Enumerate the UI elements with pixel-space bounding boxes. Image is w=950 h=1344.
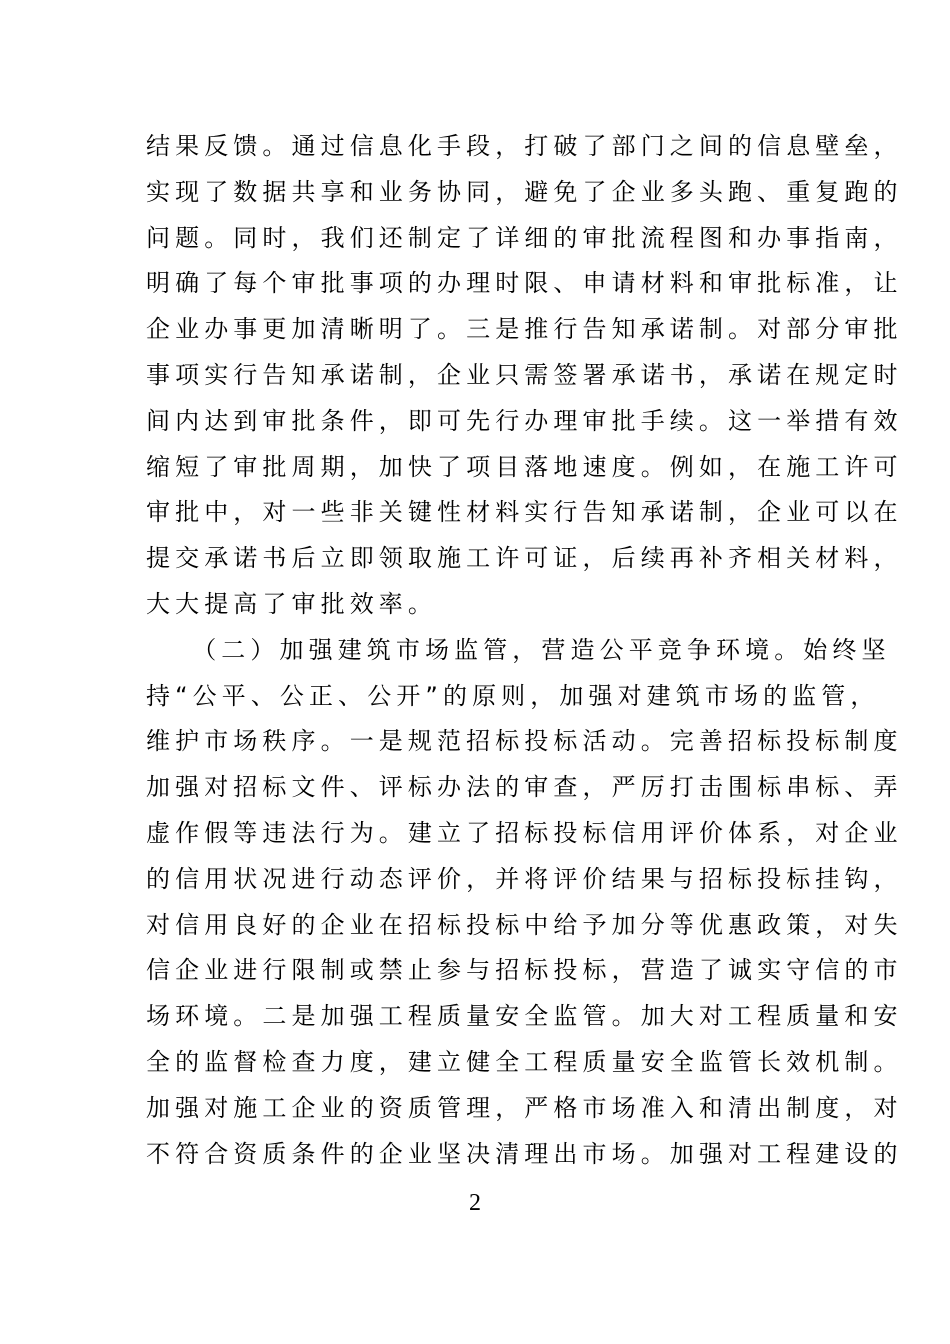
text-line: 问题。同时，我们还制定了详细的审批流程图和办事指南，	[146, 223, 903, 252]
text-line: 虚作假等违法行为。建立了招标投标信用评价体系，对企业	[146, 818, 903, 847]
text-line: 实现了数据共享和业务协同，避免了企业多头跑、重复跑的	[146, 177, 903, 206]
document-body	[146, 124, 903, 1177]
text-line: 全的监督检查力度，建立健全工程质量安全监管长效机制。	[146, 1047, 903, 1076]
text-line: 大大提高了审批效率。	[146, 589, 437, 618]
text-line: 间内达到审批条件，即可先行办理审批手续。这一举措有效	[146, 406, 903, 435]
text-line: 企业办事更加清晰明了。三是推行告知承诺制。对部分审批	[146, 315, 903, 344]
text-line: 信企业进行限制或禁止参与招标投标，营造了诚实守信的市	[146, 956, 903, 985]
text-line: 对信用良好的企业在招标投标中给予加分等优惠政策，对失	[146, 910, 903, 939]
text-line: 明确了每个审批事项的办理时限、申请材料和审批标准，让	[146, 269, 903, 298]
text-line: 加强对施工企业的资质管理，严格市场准入和清出制度，对	[146, 1093, 903, 1122]
text-line: 提交承诺书后立即领取施工许可证，后续再补齐相关材料，	[146, 544, 903, 573]
text-line: 场环境。二是加强工程质量安全监管。加大对工程质量和安	[146, 1002, 903, 1031]
section-heading-line: （二）加强建筑市场监管，营造公平竞争环境。始终坚	[146, 635, 891, 664]
page-number: 2	[469, 1190, 481, 1216]
text-line: 的信用状况进行动态评价，并将评价结果与招标投标挂钩，	[146, 864, 903, 893]
text-line: 维护市场秩序。一是规范招标投标活动。完善招标投标制度	[146, 727, 903, 756]
text-line: 事项实行告知承诺制，企业只需签署承诺书，承诺在规定时	[146, 360, 903, 389]
text-line: 加强对招标文件、评标办法的审查，严厉打击围标串标、弄	[146, 773, 903, 802]
text-line: 缩短了审批周期，加快了项目落地速度。例如，在施工许可	[146, 452, 903, 481]
text-line: 审批中，对一些非关键性材料实行告知承诺制，企业可以在	[146, 498, 903, 527]
text-line: 不符合资质条件的企业坚决清理出市场。加强对工程建设的	[146, 1139, 903, 1168]
text-line: 持“公平、公正、公开”的原则，加强对建筑市场的监管，	[146, 681, 880, 710]
text-line: 结果反馈。通过信息化手段，打破了部门之间的信息壁垒，	[146, 132, 903, 160]
